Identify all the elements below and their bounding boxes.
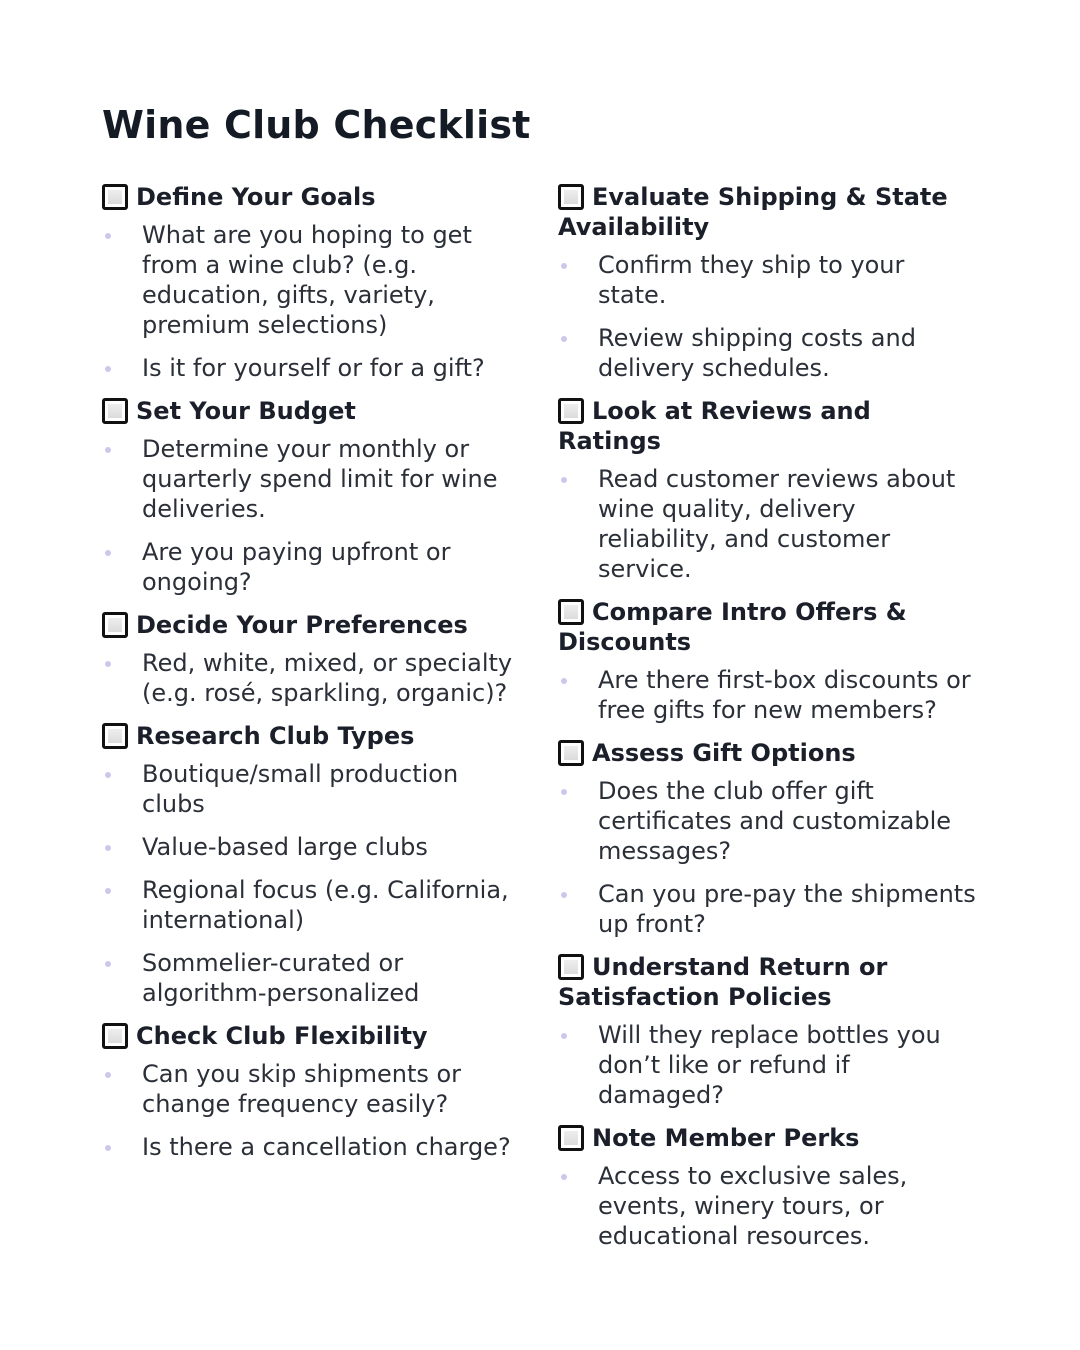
section-heading — [558, 396, 978, 456]
empty-checkbox-icon[interactable] — [558, 599, 584, 625]
list-item — [558, 665, 978, 725]
list-item-text: Sommelier-curated or algorithm-personalized — [142, 949, 420, 1007]
list-item — [102, 1132, 522, 1162]
section-heading-label: Decide Your Preferences — [136, 611, 468, 639]
list-item — [102, 1059, 522, 1119]
bullet-dot-icon — [105, 845, 111, 851]
bullet-dot-icon — [561, 477, 567, 483]
list-item — [102, 648, 522, 708]
list-item-text: Confirm they ship to your state. — [598, 251, 905, 309]
checklist-items — [102, 434, 522, 597]
section-heading — [102, 182, 522, 212]
bullet-dot-icon — [561, 678, 567, 684]
list-item-text: Does the club offer gift certificates and customizable messages? — [598, 777, 952, 865]
checklist-section-define-your-goals — [102, 182, 522, 383]
section-heading — [558, 1123, 978, 1153]
checklist-section-note-member-perks — [558, 1123, 978, 1251]
bullet-dot-icon — [105, 550, 111, 556]
checklist-section-compare-intro-offers-discounts — [558, 597, 978, 725]
checklist-items — [558, 665, 978, 725]
list-item — [558, 1020, 978, 1110]
right-column — [558, 182, 978, 1264]
checklist-items — [558, 464, 978, 584]
checklist-section-assess-gift-options — [558, 738, 978, 939]
empty-checkbox-icon[interactable] — [558, 954, 584, 980]
bullet-dot-icon — [105, 961, 111, 967]
bullet-dot-icon — [561, 1174, 567, 1180]
section-heading-label: Set Your Budget — [136, 397, 356, 425]
list-item-text: Are there first-box discounts or free gifts for new members? — [598, 666, 971, 724]
list-item — [558, 1161, 978, 1251]
checklist-items — [558, 1161, 978, 1251]
list-item — [558, 250, 978, 310]
list-item-text: Are you paying upfront or ongoing? — [142, 538, 451, 596]
empty-checkbox-icon[interactable] — [558, 1125, 584, 1151]
list-item — [102, 948, 522, 1008]
section-heading-label: Note Member Perks — [592, 1124, 860, 1152]
section-heading — [102, 1021, 522, 1051]
list-item — [102, 875, 522, 935]
list-item — [102, 537, 522, 597]
section-heading — [102, 721, 522, 751]
empty-checkbox-icon[interactable] — [558, 398, 584, 424]
list-item-text: Is there a cancellation charge? — [142, 1133, 511, 1161]
left-column — [102, 182, 522, 1175]
checklist-section-decide-your-preferences — [102, 610, 522, 708]
section-heading-label: Define Your Goals — [136, 183, 376, 211]
checklist-page — [102, 98, 982, 1250]
section-heading-label: Look at Reviews and Ratings — [558, 397, 871, 455]
list-item-text: Value-based large clubs — [142, 833, 428, 861]
checklist-section-understand-return-or-satisfaction-policies — [558, 952, 978, 1110]
list-item-text: Determine your monthly or quarterly spend limit for wine deliveries. — [142, 435, 498, 523]
list-item — [102, 759, 522, 819]
bullet-dot-icon — [561, 892, 567, 898]
section-heading-label: Research Club Types — [136, 722, 415, 750]
section-heading-label: Check Club Flexibility — [136, 1022, 428, 1050]
bullet-dot-icon — [561, 263, 567, 269]
list-item — [558, 776, 978, 866]
section-heading — [558, 597, 978, 657]
checklist-section-look-at-reviews-and-ratings — [558, 396, 978, 584]
section-heading-label: Evaluate Shipping & State Availability — [558, 183, 948, 241]
bullet-dot-icon — [105, 661, 111, 667]
checklist-section-set-your-budget — [102, 396, 522, 597]
list-item — [102, 220, 522, 340]
empty-checkbox-icon[interactable] — [558, 184, 584, 210]
list-item — [558, 323, 978, 383]
bullet-dot-icon — [105, 233, 111, 239]
page-title: Wine Club Checklist — [102, 103, 531, 147]
empty-checkbox-icon[interactable] — [102, 612, 128, 638]
bullet-dot-icon — [105, 1072, 111, 1078]
section-heading — [102, 396, 522, 426]
list-item — [558, 879, 978, 939]
checklist-items — [558, 250, 978, 383]
checklist-items — [102, 220, 522, 383]
section-heading — [102, 610, 522, 640]
bullet-dot-icon — [105, 447, 111, 453]
bullet-dot-icon — [561, 1033, 567, 1039]
empty-checkbox-icon[interactable] — [102, 184, 128, 210]
section-heading-label: Understand Return or Satisfaction Policies — [558, 953, 888, 1011]
section-heading — [558, 952, 978, 1012]
list-item — [102, 353, 522, 383]
list-item — [558, 464, 978, 584]
list-item-text: Will they replace bottles you don’t like or refund if damaged? — [598, 1021, 941, 1109]
list-item-text: Can you pre-pay the shipments up front? — [598, 880, 976, 938]
checklist-items — [102, 759, 522, 1008]
list-item — [102, 832, 522, 862]
checklist-section-research-club-types — [102, 721, 522, 1008]
checklist-items — [102, 648, 522, 708]
list-item-text: Access to exclusive sales, events, winery tours, or educational resources. — [598, 1162, 908, 1250]
section-heading — [558, 738, 978, 768]
bullet-dot-icon — [561, 789, 567, 795]
list-item-text: Can you skip shipments or change frequency easily? — [142, 1060, 462, 1118]
bullet-dot-icon — [105, 366, 111, 372]
checklist-items — [102, 1059, 522, 1162]
section-heading — [558, 182, 978, 242]
list-item-text: Boutique/small production clubs — [142, 760, 459, 818]
list-item-text: Is it for yourself or for a gift? — [142, 354, 485, 382]
bullet-dot-icon — [105, 1145, 111, 1151]
empty-checkbox-icon[interactable] — [102, 1023, 128, 1049]
checklist-items — [558, 776, 978, 939]
section-heading-label: Assess Gift Options — [592, 739, 856, 767]
list-item-text: Read customer reviews about wine quality, delivery reliability, and customer service. — [598, 465, 956, 583]
bullet-dot-icon — [105, 888, 111, 894]
empty-checkbox-icon[interactable] — [102, 723, 128, 749]
list-item-text: Red, white, mixed, or specialty (e.g. rosé, sparkling, organic)? — [142, 649, 513, 707]
checklist-section-evaluate-shipping-state-availability — [558, 182, 978, 383]
empty-checkbox-icon[interactable] — [102, 398, 128, 424]
list-item-text: Regional focus (e.g. California, international) — [142, 876, 509, 934]
bullet-dot-icon — [105, 772, 111, 778]
list-item-text: Review shipping costs and delivery schedules. — [598, 324, 916, 382]
list-item-text: What are you hoping to get from a wine club? (e.g. education, gifts, variety, premium selections) — [142, 221, 472, 339]
checklist-section-check-club-flexibility — [102, 1021, 522, 1162]
empty-checkbox-icon[interactable] — [558, 740, 584, 766]
section-heading-label: Compare Intro Offers & Discounts — [558, 598, 907, 656]
list-item — [102, 434, 522, 524]
checklist-items — [558, 1020, 978, 1110]
bullet-dot-icon — [561, 336, 567, 342]
